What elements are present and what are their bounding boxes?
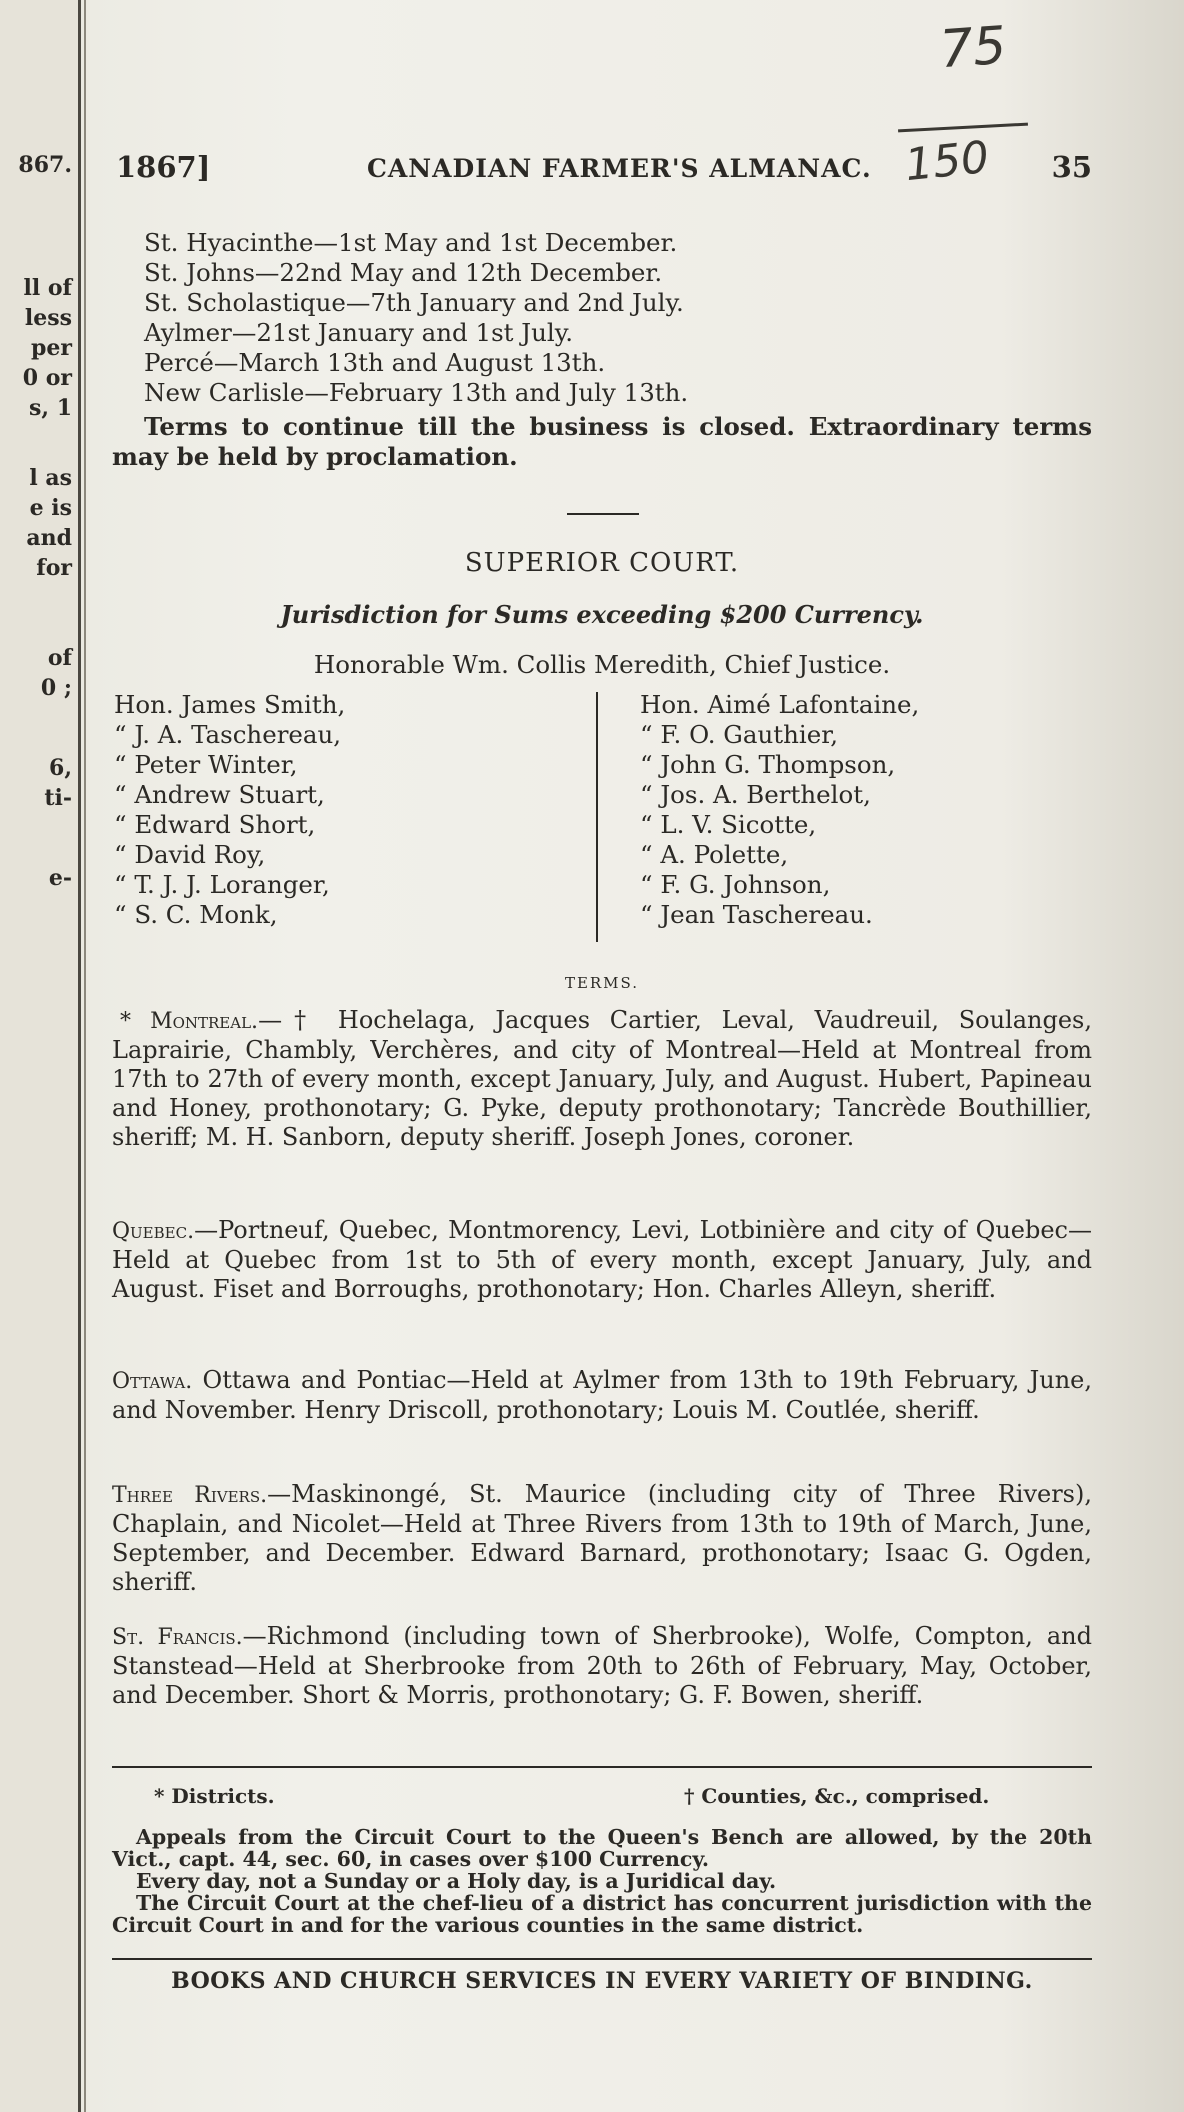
judges-list [112,690,1092,950]
district-text: Ottawa and Pontiac—Held at Aylmer from 13th to 19th February, June, and November. Henry Driscoll, prothonotary; Louis M. Coutlée, sheriff. [112,1366,1092,1424]
handwritten-underline [898,123,1028,133]
section-divider [567,513,639,515]
footnote-divider [112,1766,1092,1768]
judge-name: “ Peter Winter, [114,750,298,779]
judge-name: “ David Roy, [114,840,266,869]
circuit-term: St. Scholastique—7th January and 2nd July. [144,288,684,317]
court-notes [112,1826,1092,1936]
footnote-districts: * Districts. [154,1784,275,1808]
district-name: Three Rivers. [112,1483,268,1508]
page-number: 35 [1051,150,1092,184]
terms-heading: TERMS. [564,974,640,992]
judges-left-column [114,690,574,930]
judge-name: “ A. Polette, [640,840,789,869]
margin-fragment: for [36,555,72,581]
district-entry [112,1366,1092,1425]
handwritten-annotation-bottom: 150 [902,131,992,192]
chief-justice: Honorable Wm. Collis Meredith, Chief Justice. [313,650,891,679]
terms-note [112,412,1092,472]
judge-name: “ T. J. J. Loranger, [114,870,330,899]
running-header [112,150,1092,190]
column-divider [596,692,598,942]
margin-fragment: ti- [44,785,72,811]
terms-note-text: Terms to continue till the business is closed. Extraordinary terms may be held by proclamation. [112,412,1092,471]
district-text: —Richmond (including town of Sherbrooke), Wolfe, Compton, and Stanstead—Held at Sherbrooke from 20th to 26th of February, May, October, and December. Short & Morris, prothonotary; G. F. Bowen, sheriff. [112,1622,1093,1709]
district-name: Ottawa. [112,1369,193,1394]
margin-fragment: l as [29,465,72,491]
judge-name: Hon. James Smith, [114,690,346,719]
district-text: —Portneuf, Quebec, Montmorency, Levi, Lotbinière and city of Quebec—Held at Quebec from 1st to 5th of every month, except January, July, and August. Fiset and Borroughs, prothonotary; Hon. Charles Alleyn, sheriff. [112,1216,1092,1303]
header-year: 1867] [116,150,211,184]
judge-name: “ Jos. A. Berthelot, [640,780,871,809]
note-juridical-day: Every day, not a Sunday or a Holy day, is a Juridical day. [136,1869,777,1893]
judge-name: Hon. Aimé Lafontaine, [640,690,920,719]
jurisdiction-line: Jurisdiction for Sums exceeding $200 Currency. [280,600,924,629]
judge-name: “ F. G. Johnson, [640,870,831,899]
margin-fragment: ll of [23,275,72,301]
district-entry [112,1006,1092,1152]
circuit-terms-list [112,228,1092,472]
judge-name: “ John G. Thompson, [640,750,896,779]
margin-fragment: 0 or [22,365,72,391]
district-name: St. Francis. [112,1625,243,1650]
judges-right-column [640,690,1090,930]
judge-name: “ L. V. Sicotte, [640,810,817,839]
previous-page-margin [0,0,81,2112]
district-entry [112,1216,1092,1304]
margin-fragment: s, 1 [28,395,72,421]
judge-name: “ Edward Short, [114,810,316,839]
advertisement-banner: BOOKS AND CHURCH SERVICES IN EVERY VARIETY OF BINDING. [171,1968,1033,1994]
margin-fragment: per [31,335,72,361]
margin-fragment: e is [29,495,72,521]
circuit-term: Aylmer—21st January and 1st July. [144,318,574,347]
header-title: CANADIAN FARMER'S ALMANAC. [367,154,872,183]
note-appeals: Appeals from the Circuit Court to the Queen's Bench are allowed, by the 20th Vict., capt. 44, sec. 60, in cases over $100 Currency. [112,1825,1092,1871]
district-text: —Maskinongé, St. Maurice (including city of Three Rivers), Chaplain, and Nicolet—Held at Three Rivers from 13th to 19th of March, June, September, and December. Edward Barnard, prothonotary; Isaac G. Ogden, sheriff. [112,1480,1092,1596]
margin-fragment: of [47,645,72,671]
footnote-counties: † Counties, &c., comprised. [684,1784,990,1808]
circuit-term: New Carlisle—February 13th and July 13th. [144,378,689,407]
district-entry [112,1480,1092,1597]
district-name: * Montreal. [120,1009,259,1034]
margin-fragment: less [24,305,72,331]
gutter-line [84,0,86,2112]
margin-fragment: and [26,525,72,551]
judge-name: “ Jean Taschereau. [640,900,873,929]
margin-fragment: 867. [18,152,72,178]
margin-fragment: 0 ; [40,675,72,701]
judge-name: “ F. O. Gauthier, [640,720,839,749]
superior-court-title: SUPERIOR COURT. [464,548,740,578]
note-chef-lieu: The Circuit Court at the chef-lieu of a district has concurrent jurisdiction with the Circuit Court in and for the various counties in the same district. [112,1891,1092,1937]
margin-fragment: e- [48,865,72,891]
banner-divider [112,1958,1092,1960]
judge-name: “ Andrew Stuart, [114,780,325,809]
district-name: Quebec. [112,1219,195,1244]
circuit-term: St. Hyacinthe—1st May and 1st December. [144,228,678,257]
circuit-term: Percé—March 13th and August 13th. [144,348,606,377]
judge-name: “ S. C. Monk, [114,900,278,929]
district-text: —† Hochelaga, Jacques Cartier, Leval, Vaudreuil, Soulanges, Laprairie, Chambly, Verchères, and city of Montreal—Held at Montreal from 17th to 27th of every month, except January, July, and August. Hubert, Papineau and Honey, prothonotary; G. Pyke, deputy prothonotary; Tancrède Bouthillier, sheriff; M. H. Sanborn, deputy sheriff. Joseph Jones, coroner. [112,1006,1092,1151]
circuit-term: St. Johns—22nd May and 12th December. [144,258,663,287]
judge-name: “ J. A. Taschereau, [114,720,342,749]
district-entry [112,1622,1092,1710]
handwritten-annotation-top: 75 [937,15,1009,81]
margin-fragment: 6, [49,755,72,781]
